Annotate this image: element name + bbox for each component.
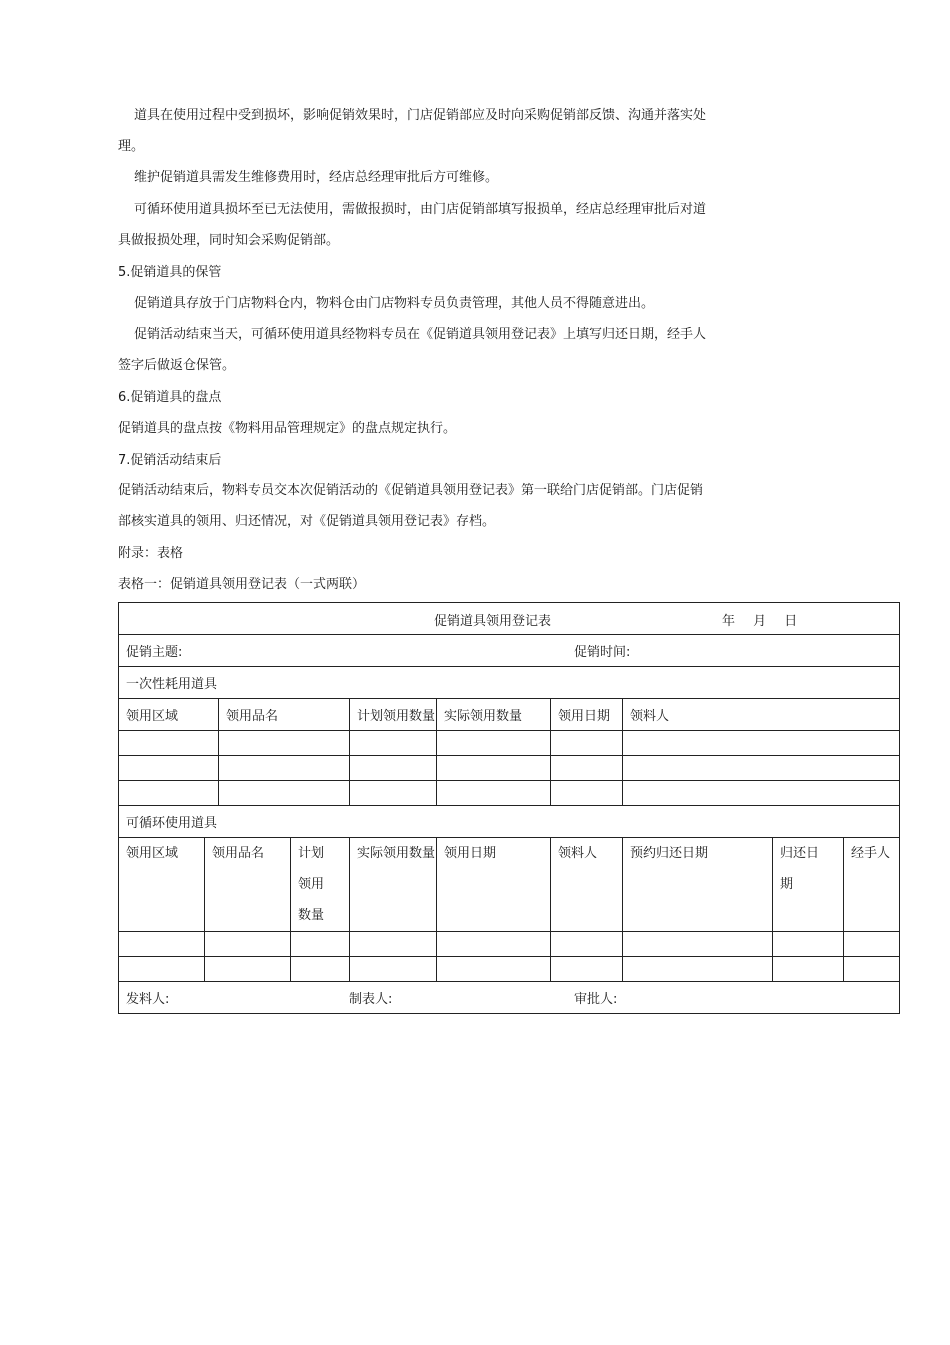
paragraph: 维护促销道具需发生维修费用时，经店总经理审批后方可维修。 xyxy=(134,170,499,185)
input-cell[interactable] xyxy=(437,957,551,982)
form-date: 年 月 日 xyxy=(722,614,798,629)
input-cell[interactable] xyxy=(623,781,900,806)
input-cell[interactable] xyxy=(623,731,900,756)
paragraph: 可循环使用道具损坏至已无法使用，需做报损时，由门店促销部填写报损单，经店总经理审批后对道 xyxy=(134,202,707,217)
col-header: 领用品名 xyxy=(219,699,350,731)
input-cell[interactable] xyxy=(350,781,437,806)
promotion-info-row xyxy=(119,635,900,667)
section-reusable: 可循环使用道具 xyxy=(119,806,900,838)
input-cell[interactable] xyxy=(291,957,350,982)
col-header: 实际领用数量 xyxy=(350,838,437,932)
col-header: 计划领用数量 xyxy=(291,838,350,932)
input-cell[interactable] xyxy=(623,756,900,781)
col-header: 预约归还日期 xyxy=(623,838,773,932)
input-cell[interactable] xyxy=(551,932,623,957)
col-header: 领料人 xyxy=(623,699,900,731)
col-header: 领用日期 xyxy=(437,838,551,932)
input-cell[interactable] xyxy=(773,932,844,957)
table-row xyxy=(119,781,900,806)
col-header: 领用区域 xyxy=(119,699,219,731)
input-cell[interactable] xyxy=(551,756,623,781)
input-cell[interactable] xyxy=(205,932,291,957)
input-cell[interactable] xyxy=(350,932,437,957)
section-heading: 6.促销道具的盘点 xyxy=(118,390,222,405)
table-row xyxy=(119,957,900,982)
paragraph: 促销道具存放于门店物料仓内，物料仓由门店物料专员负责管理，其他人员不得随意进出。 xyxy=(134,296,655,311)
col-header: 领用品名 xyxy=(205,838,291,932)
paragraph: 促销道具的盘点按《物料用品管理规定》的盘点规定执行。 xyxy=(118,421,457,436)
input-cell[interactable] xyxy=(119,932,205,957)
input-cell[interactable] xyxy=(219,781,350,806)
form-title-row xyxy=(119,603,900,635)
input-cell[interactable] xyxy=(844,932,900,957)
section-heading: 7.促销活动结束后 xyxy=(118,453,222,468)
paragraph: 促销活动结束当天，可循环使用道具经物料专员在《促销道具领用登记表》上填写归还日期，经手人 xyxy=(134,327,707,342)
input-cell[interactable] xyxy=(437,756,551,781)
approver-label: 审批人: xyxy=(574,992,618,1007)
input-cell[interactable] xyxy=(844,957,900,982)
consumable-header-row xyxy=(119,699,900,731)
col-header: 经手人 xyxy=(844,838,900,932)
issuer-label: 发料人: xyxy=(126,992,170,1007)
requisition-form-table xyxy=(118,602,900,1014)
paragraph: 理。 xyxy=(118,139,145,154)
form-title: 促销道具领用登记表 xyxy=(434,614,552,629)
input-cell[interactable] xyxy=(551,781,623,806)
input-cell[interactable] xyxy=(119,756,219,781)
input-cell[interactable] xyxy=(623,932,773,957)
table-row xyxy=(119,731,900,756)
paragraph: 部核实道具的领用、归还情况，对《促销道具领用登记表》存档。 xyxy=(118,514,496,529)
input-cell[interactable] xyxy=(437,932,551,957)
input-cell[interactable] xyxy=(119,731,219,756)
table-row xyxy=(119,756,900,781)
input-cell[interactable] xyxy=(350,731,437,756)
input-cell[interactable] xyxy=(205,957,291,982)
input-cell[interactable] xyxy=(119,957,205,982)
paragraph: 道具在使用过程中受到损坏，影响促销效果时，门店促销部应及时向采购促销部反馈、沟通并落实处 xyxy=(134,108,707,123)
reusable-header-row xyxy=(119,838,900,932)
section-heading: 5.促销道具的保管 xyxy=(118,265,222,280)
input-cell[interactable] xyxy=(119,781,219,806)
col-header: 领用区域 xyxy=(119,838,205,932)
table-row xyxy=(119,932,900,957)
input-cell[interactable] xyxy=(350,756,437,781)
input-cell[interactable] xyxy=(551,957,623,982)
col-header: 计划领用数量 xyxy=(350,699,437,731)
col-header: 领料人 xyxy=(551,838,623,932)
input-cell[interactable] xyxy=(219,756,350,781)
input-cell[interactable] xyxy=(773,957,844,982)
col-header: 归还日期 xyxy=(773,838,844,932)
section-consumable: 一次性耗用道具 xyxy=(119,667,900,699)
promotion-theme-label: 促销主题: xyxy=(126,645,183,660)
input-cell[interactable] xyxy=(219,731,350,756)
promotion-time-label: 促销时间: xyxy=(574,645,631,660)
appendix-label: 附录：表格 xyxy=(118,546,184,561)
paragraph: 具做报损处理，同时知会采购促销部。 xyxy=(118,233,340,248)
input-cell[interactable] xyxy=(350,957,437,982)
input-cell[interactable] xyxy=(437,781,551,806)
signature-row xyxy=(119,982,900,1014)
input-cell[interactable] xyxy=(437,731,551,756)
input-cell[interactable] xyxy=(623,957,773,982)
table-caption: 表格一：促销道具领用登记表（一式两联） xyxy=(118,577,366,592)
input-cell[interactable] xyxy=(551,731,623,756)
paragraph: 签字后做返仓保管。 xyxy=(118,358,236,373)
input-cell[interactable] xyxy=(291,932,350,957)
maker-label: 制表人: xyxy=(349,992,393,1007)
col-header: 实际领用数量 xyxy=(437,699,551,731)
col-header: 领用日期 xyxy=(551,699,623,731)
paragraph: 促销活动结束后，物料专员交本次促销活动的《促销道具领用登记表》第一联给门店促销部。门店促销 xyxy=(118,483,704,498)
